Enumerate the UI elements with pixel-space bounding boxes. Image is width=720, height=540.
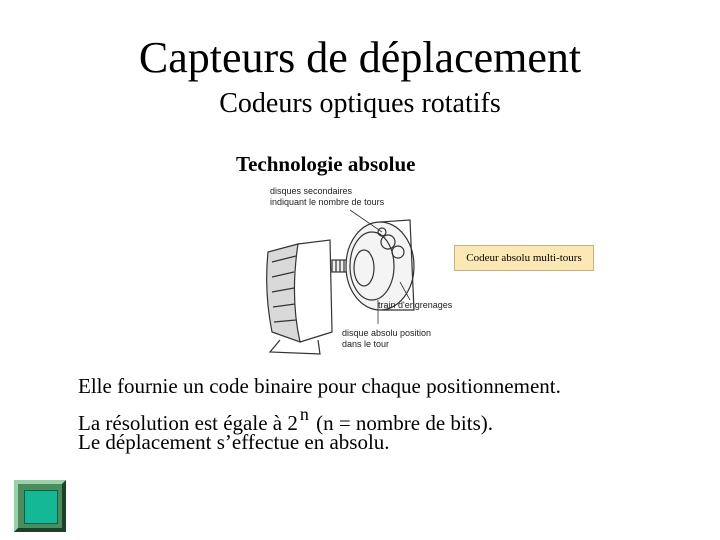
resolution-suffix: (n = nombre de bits).	[316, 411, 493, 435]
figure-callout: Codeur absolu multi-tours	[454, 245, 594, 271]
square-nav-icon	[24, 490, 58, 524]
nav-button[interactable]	[14, 480, 66, 532]
figure-label-secondary-discs: disques secondaires indiquant le nombre de tours	[270, 186, 385, 207]
section-heading: Technologie absolue	[236, 152, 416, 176]
body-line-code: Elle fournie un code binaire pour chaque positionnement.	[78, 374, 561, 398]
page-subtitle: Codeurs optiques rotatifs	[219, 88, 501, 119]
body-line-displacement: Le déplacement s’effectue en absolu.	[78, 430, 390, 454]
figure-label-absolute-disc: disque absolu position dans le tour	[342, 328, 432, 349]
resolution-exponent: n	[299, 404, 309, 424]
resolution-prefix: La résolution est égale à 2	[78, 411, 298, 435]
page-title: Capteurs de déplacement	[138, 33, 582, 82]
figure-label-gear-train: train d'engrenages	[378, 300, 453, 310]
